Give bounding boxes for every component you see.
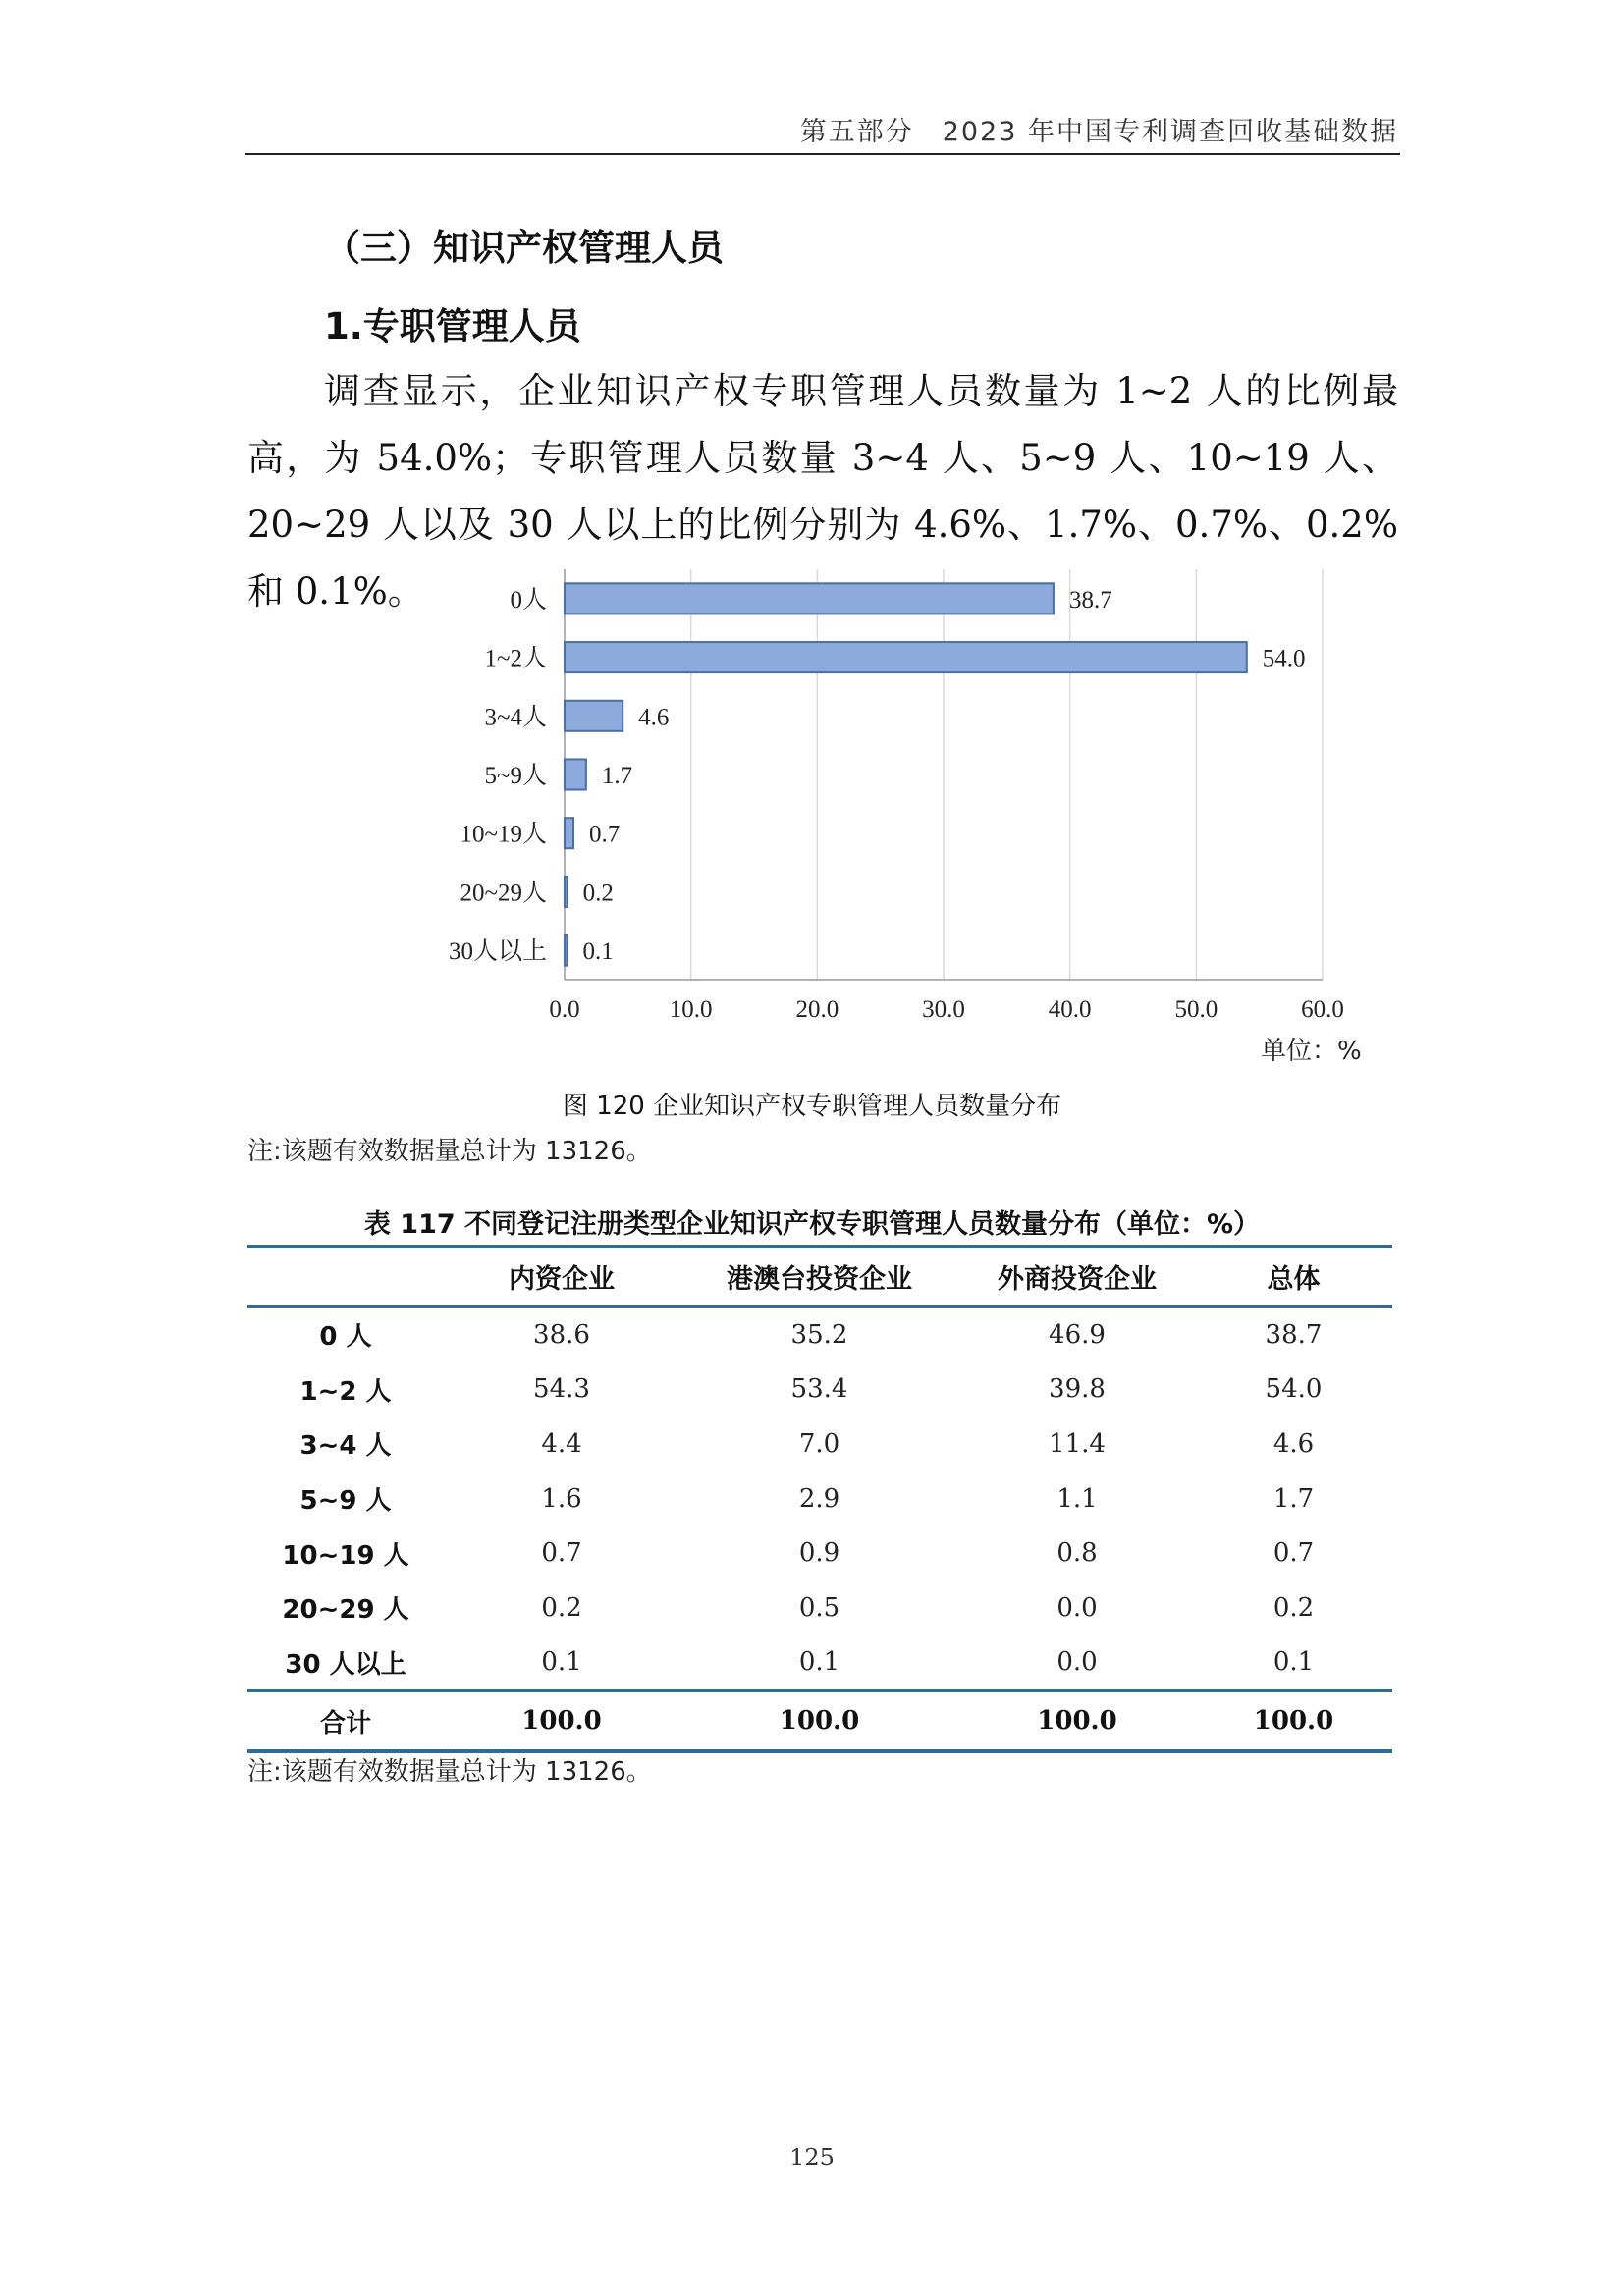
table-cell: 11.4 bbox=[1049, 1428, 1106, 1459]
chart-bar bbox=[565, 818, 573, 848]
table-cell: 1.7 bbox=[1272, 1483, 1315, 1514]
chart-x-tick-label: 50.0 bbox=[1174, 996, 1218, 1023]
table-row bbox=[247, 1525, 1392, 1580]
chart-category-label: 1~2人 bbox=[484, 645, 547, 672]
table-row-label: 20~29 人 bbox=[282, 1595, 409, 1626]
table-cell: 0.7 bbox=[541, 1538, 582, 1569]
table-cell: 0.1 bbox=[1272, 1647, 1315, 1678]
table-row-label: 5~9 人 bbox=[299, 1486, 392, 1517]
table-row-label: 10~19 人 bbox=[282, 1540, 409, 1571]
bar-chart bbox=[412, 560, 1394, 1050]
table-cell: 4.4 bbox=[541, 1428, 582, 1459]
table-cell: 38.7 bbox=[1265, 1319, 1323, 1350]
chart-category-label: 5~9人 bbox=[484, 763, 547, 789]
sub-heading: 1.专职管理人员 bbox=[324, 305, 581, 347]
table-cell: 53.4 bbox=[790, 1374, 848, 1405]
chart-x-tick-label: 60.0 bbox=[1301, 996, 1344, 1023]
table-total-label: 合计 bbox=[247, 1691, 444, 1752]
table-cell: 0.2 bbox=[1272, 1592, 1315, 1623]
table-row bbox=[247, 1471, 1392, 1526]
figure-caption: 图 120 企业知识产权专职管理人员数量分布 bbox=[562, 1092, 1062, 1121]
table-row bbox=[247, 1362, 1392, 1417]
chart-category-label: 20~29人 bbox=[460, 880, 547, 907]
table-cell: 46.9 bbox=[1049, 1319, 1106, 1350]
chart-value-label: 0.1 bbox=[582, 938, 614, 966]
chart-x-tick-label: 30.0 bbox=[922, 996, 965, 1023]
data-table bbox=[247, 1245, 1392, 1753]
table-row bbox=[247, 1580, 1392, 1635]
table-row-label: 0 人 bbox=[319, 1322, 372, 1353]
chart-x-tick-label: 0.0 bbox=[549, 996, 580, 1023]
chart-value-label: 38.7 bbox=[1068, 586, 1112, 614]
figure-note: 注:该题有效数据量总计为 13126。 bbox=[247, 1137, 652, 1166]
chart-category-label: 30人以上 bbox=[448, 938, 547, 966]
table-total-cell: 100.0 bbox=[444, 1691, 679, 1752]
table-cell: 0.1 bbox=[798, 1647, 840, 1678]
chart-category-label: 3~4人 bbox=[484, 704, 547, 731]
chart-bar bbox=[565, 935, 568, 966]
table-cell: 0.7 bbox=[1272, 1538, 1315, 1569]
chart-unit-label: 单位：% bbox=[1261, 1037, 1362, 1066]
table-header-cell: 内资企业 bbox=[444, 1247, 679, 1307]
table-cell: 0.0 bbox=[1056, 1592, 1098, 1623]
table-cell: 1.6 bbox=[541, 1483, 582, 1514]
chart-bar bbox=[565, 877, 568, 907]
table-row bbox=[247, 1416, 1392, 1471]
table-cell: 2.9 bbox=[798, 1483, 840, 1514]
bar-chart-svg bbox=[412, 560, 1394, 1050]
table-header-cell: 港澳台投资企业 bbox=[679, 1247, 959, 1307]
table-total-cell: 100.0 bbox=[959, 1691, 1195, 1752]
chart-category-label: 10~19人 bbox=[460, 821, 547, 848]
table-cell: 0.9 bbox=[798, 1538, 840, 1569]
table-cell: 0.8 bbox=[1056, 1538, 1098, 1569]
table-cell: 54.0 bbox=[1265, 1374, 1323, 1405]
table-header-cell: 总体 bbox=[1195, 1247, 1392, 1307]
chart-x-tick-label: 40.0 bbox=[1048, 996, 1092, 1023]
chart-value-label: 0.2 bbox=[582, 880, 614, 907]
table-note: 注:该题有效数据量总计为 13126。 bbox=[247, 1757, 652, 1787]
running-header: 第五部分 2023 年中国专利调查回收基础数据 bbox=[799, 117, 1398, 147]
page-number: 125 bbox=[789, 2144, 835, 2171]
table-total-cell: 100.0 bbox=[1195, 1691, 1392, 1752]
table-header-cell: 外商投资企业 bbox=[959, 1247, 1195, 1307]
chart-bar bbox=[565, 759, 586, 789]
body-paragraph: 调查显示，企业知识产权专职管理人员数量为 1~2 人的比例最高，为 54.0%；专职管理人员数量 3~4 人、5~9 人、10~19 人、20~29 人以及 30 人以上的比例分别为 4.6%、1.7%、0.7%、0.2%和 0.1%。 bbox=[247, 370, 1398, 613]
table-cell: 38.6 bbox=[533, 1319, 590, 1350]
chart-value-label: 0.7 bbox=[589, 821, 621, 848]
table-cell: 39.8 bbox=[1049, 1374, 1106, 1405]
table-row-label: 1~2 人 bbox=[299, 1376, 392, 1407]
table-total-row bbox=[247, 1691, 1392, 1752]
table-row-label: 3~4 人 bbox=[299, 1431, 392, 1462]
table-cell: 0.2 bbox=[541, 1592, 582, 1623]
table-cell: 35.2 bbox=[790, 1319, 848, 1350]
chart-value-label: 4.6 bbox=[638, 704, 670, 731]
chart-category-label: 0人 bbox=[510, 586, 547, 614]
chart-bar bbox=[565, 583, 1054, 614]
table-row bbox=[247, 1635, 1392, 1691]
chart-x-tick-label: 10.0 bbox=[669, 996, 713, 1023]
table-row bbox=[247, 1307, 1392, 1362]
table-total-cell: 100.0 bbox=[679, 1691, 959, 1752]
header-rule bbox=[245, 153, 1400, 155]
chart-bar bbox=[565, 642, 1247, 672]
table-header-cell bbox=[247, 1247, 444, 1307]
table-cell: 4.6 bbox=[1272, 1428, 1315, 1459]
table-cell: 0.5 bbox=[798, 1592, 840, 1623]
section-heading: （三）知识产权管理人员 bbox=[324, 227, 724, 269]
table-cell: 7.0 bbox=[798, 1428, 840, 1459]
table-cell: 0.1 bbox=[541, 1647, 582, 1678]
table-header-row bbox=[247, 1247, 1392, 1307]
table-cell: 1.1 bbox=[1056, 1483, 1098, 1514]
table-title: 表 117 不同登记注册类型企业知识产权专职管理人员数量分布（单位：%） bbox=[363, 1209, 1261, 1240]
chart-bar bbox=[565, 701, 623, 731]
table-row-label: 30 人以上 bbox=[285, 1649, 406, 1680]
chart-value-label: 1.7 bbox=[601, 763, 633, 789]
chart-value-label: 54.0 bbox=[1262, 645, 1306, 672]
table-cell: 54.3 bbox=[533, 1374, 590, 1405]
chart-x-tick-label: 20.0 bbox=[795, 996, 839, 1023]
table-cell: 0.0 bbox=[1056, 1647, 1098, 1678]
